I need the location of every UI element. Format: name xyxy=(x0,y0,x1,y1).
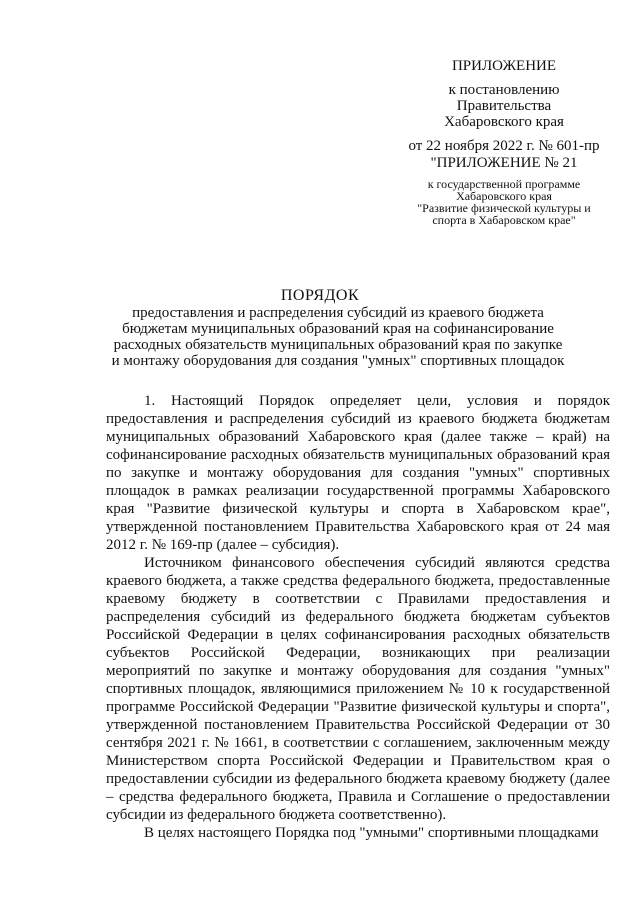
subtitle-line: бюджетам муниципальных образований края на софинансирование xyxy=(122,321,554,337)
annex-line: к государственной программе xyxy=(427,177,581,191)
paragraph: Источником финансового обеспечения субсидий являются средства краевого бюджета, а также средства федерального бюджета, предоставленные краевому бюджету в соответствии с Правилами предоставления и распределения субсидий из федерального бюджета бюджетам субъектов Российской Федерации в целях софинансирования расходных обязательств субъектов Российской Федерации, возникающих при реализации мероприятий по закупке и монтажу оборудования для создания "умных" спортивных площадок, являющимися приложением № 10 к государственной программе Российской Федерации "Развитие физической культуры и спорта", утвержденной постановлением Правительства Российской Федерации от 30 сентября 2021 г. № 1661, в соответствии с соглашением, заключенным между Министерством спорта Российской Федерации и Правительством края о предоставлении субсидии из федерального бюджета краевому бюджету (далее – средства федерального бюджета, Правила и Соглашение о предоставлении субсидии из федерального бюджета соответственно). xyxy=(106,555,610,823)
approval-heading: ПРИЛОЖЕНИЕ xyxy=(451,58,557,74)
subtitle-line: и монтажу оборудования для создания "умных" спортивных площадок xyxy=(111,353,565,369)
paragraph: В целях настоящего Порядка под "умными" спортивными площадками xyxy=(144,825,599,841)
annex-line: Хабаровского края xyxy=(456,189,552,203)
approval-line: Хабаровского края xyxy=(444,114,564,130)
approval-date: от 22 ноября 2022 г. № 601-пр xyxy=(408,138,600,154)
approval-stamp xyxy=(398,58,610,154)
approval-line: к постановлению xyxy=(448,82,560,98)
document-body xyxy=(106,392,610,842)
subtitle-line: расходных обязательств муниципальных образований края по закупке xyxy=(113,337,563,353)
approval-line: Правительства xyxy=(456,98,552,114)
paragraph: 1. Настоящий Порядок определяет цели, условия и порядок предоставления и распределения субсидий из краевого бюджета бюджетам муниципальных образований Хабаровского края (далее также – край) на софинансирование расходных обязательств муниципальных образований края по закупке и монтажу оборудования для создания "умных" спортивных площадок в рамках реализации государственной программы Хабаровского края "Развитие физической культуры и спорта в Хабаровском крае", утвержденной постановлением Правительства Хабаровского края от 24 мая 2012 г. № 169-пр (далее – субсидия). xyxy=(106,393,610,553)
annex-block xyxy=(398,154,610,226)
annex-line: спорта в Хабаровском крае" xyxy=(432,213,576,227)
annex-heading: "ПРИЛОЖЕНИЕ № 21 xyxy=(430,155,578,171)
document-title: ПОРЯДОК xyxy=(280,287,360,304)
document-subtitle xyxy=(108,305,568,369)
subtitle-line: предоставления и распределения субсидий из краевого бюджета xyxy=(132,305,544,321)
annex-line: "Развитие физической культуры и xyxy=(417,201,591,215)
